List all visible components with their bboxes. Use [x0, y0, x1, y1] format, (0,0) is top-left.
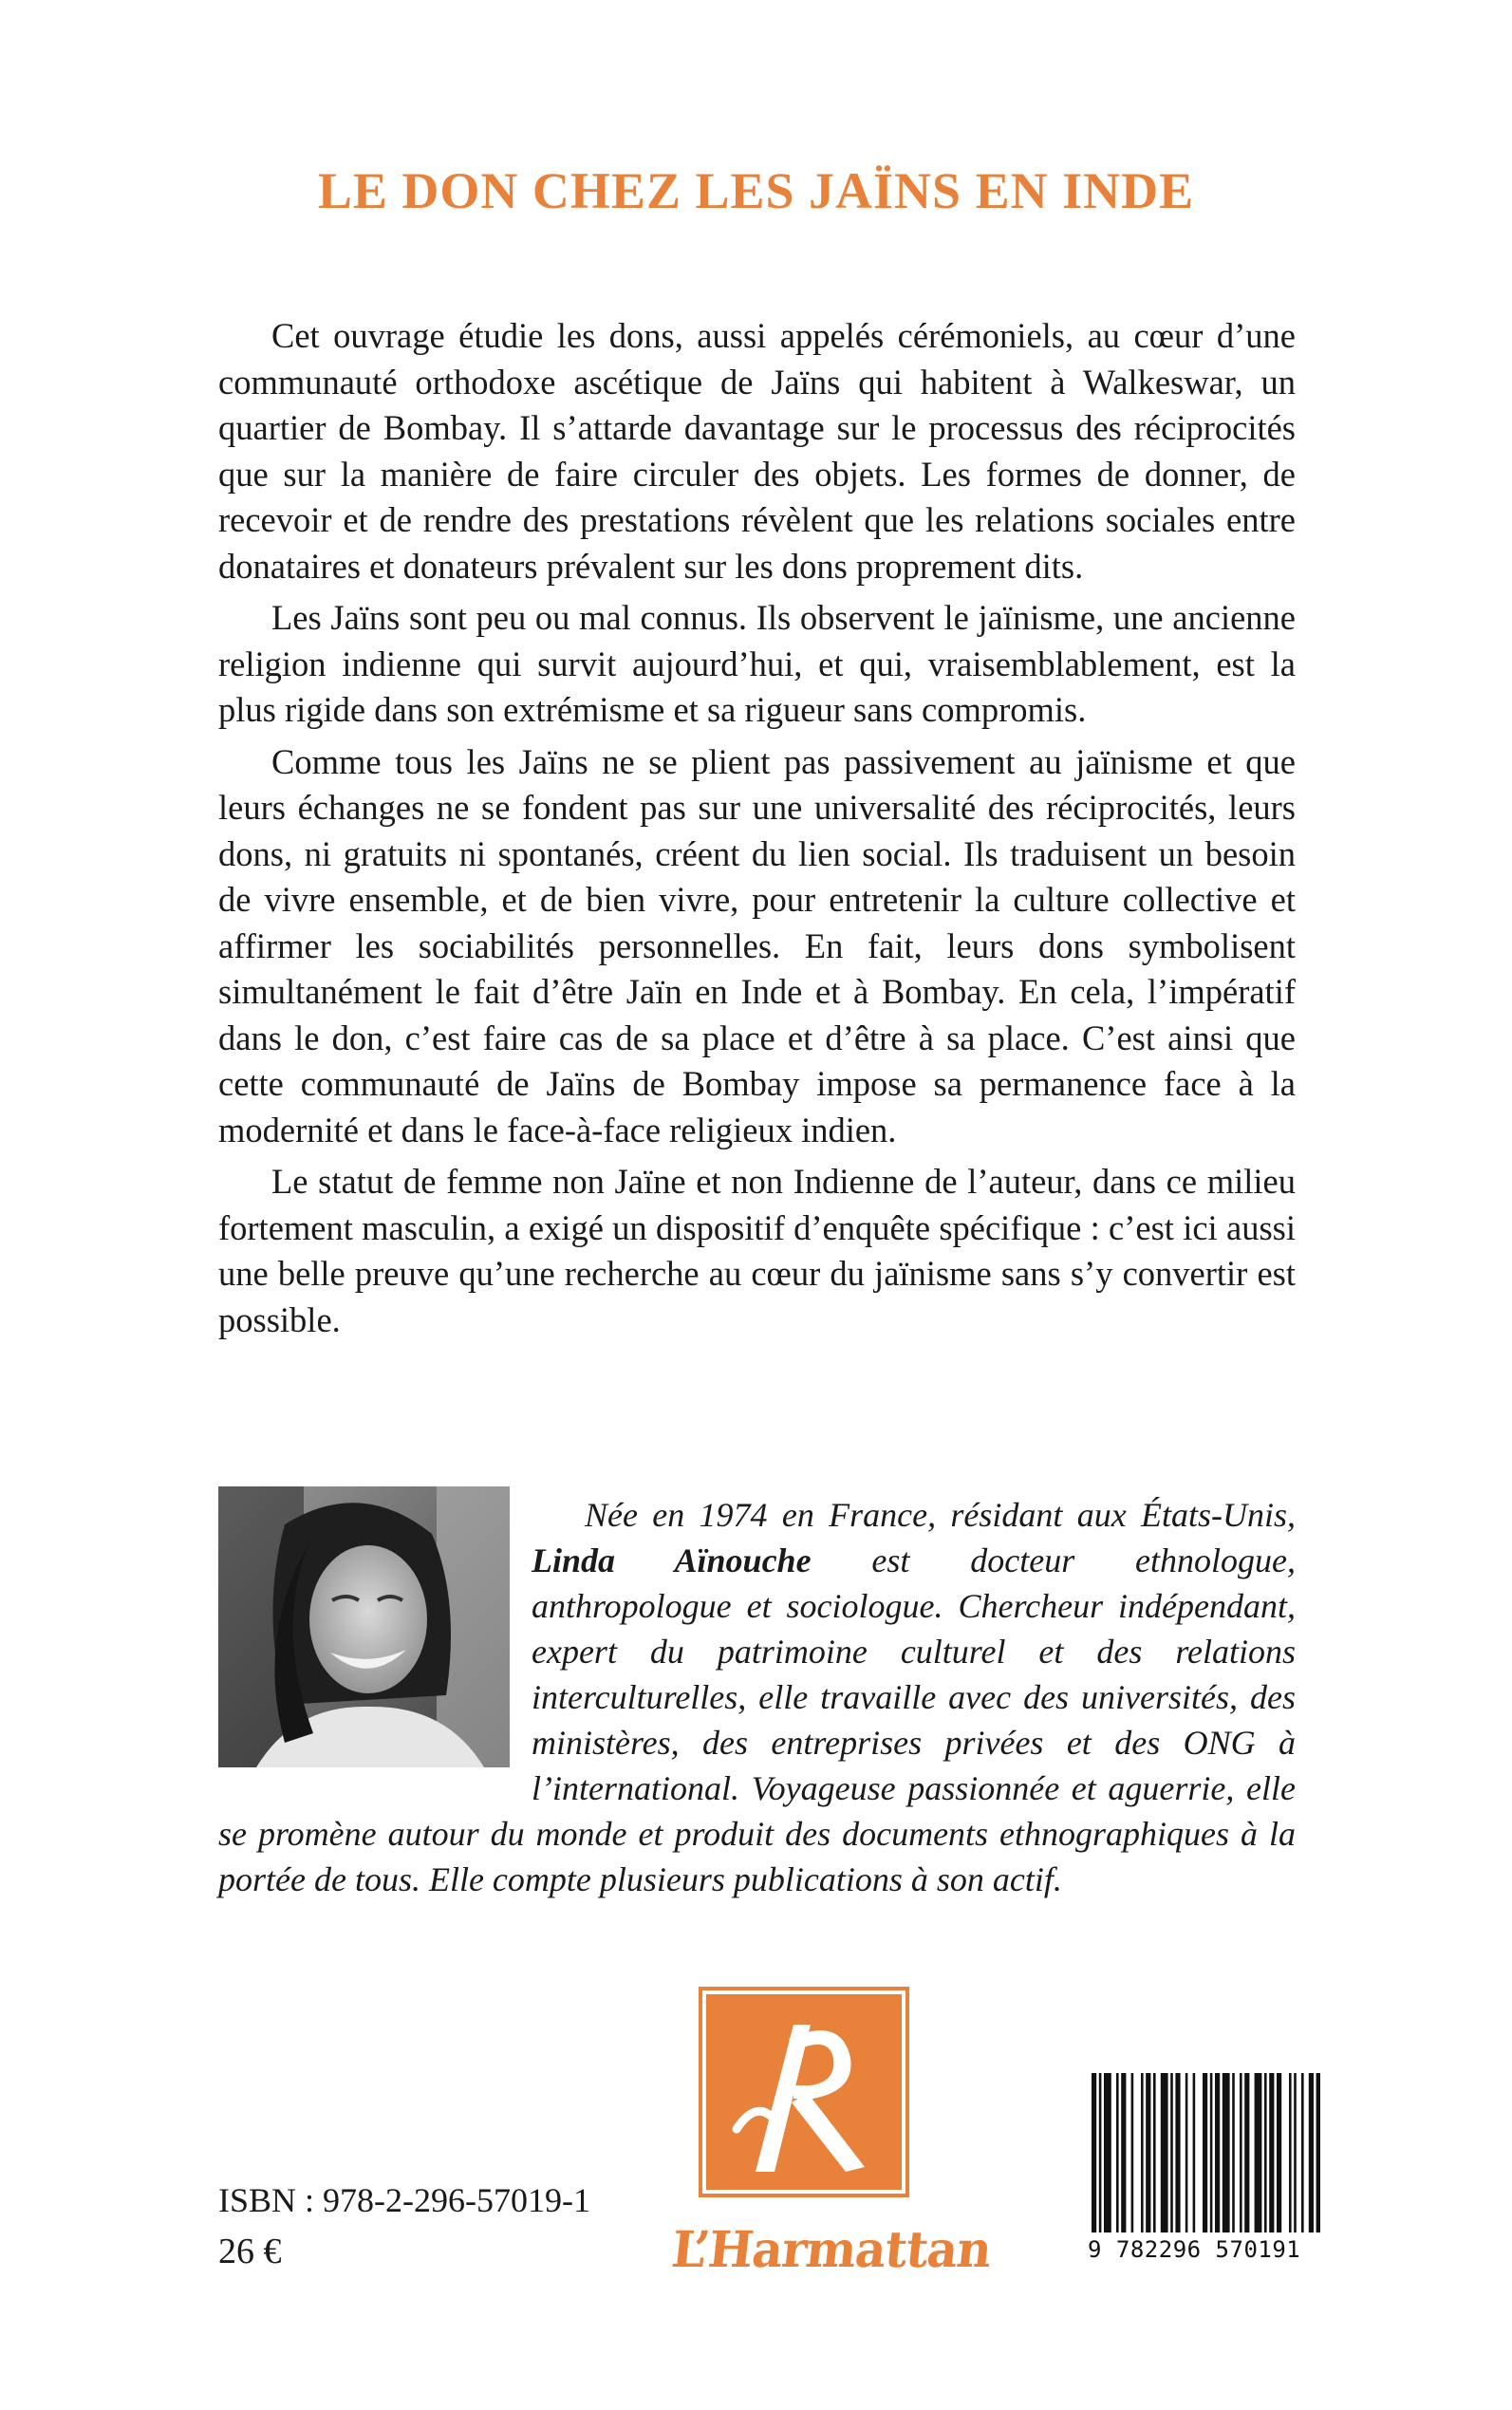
summary-paragraph: Les Jaïns sont peu ou mal connus. Ils observent le jaïnisme, une ancienne religion indienne qui survit aujourd’hui, et qui, vraisemblablement, est la plus rigide dans son extrémisme et sa rigueur sans compromis. [218, 598, 1296, 729]
barcode-icon [1088, 2073, 1320, 2233]
bio-body-text: est docteur ethnologue, anthropologue et sociologue. Chercheur indépendant, expert du patrimoine culturel et des relations interculturelles, elle travaille avec des universités, des ministères, des entreprises privées et des ONG à l’international. Voyageuse passionnée et aguerrie, elle se promène autour du monde et produit des documents ethnographiques à la portée de tous. Elle compte plusieurs publications à son actif. [218, 1541, 1297, 1898]
back-cover-summary [218, 313, 1296, 1343]
barcode-digits: 9 782296 570191 [1088, 2236, 1301, 2263]
summary-paragraph: Comme tous les Jaïns ne se plient pas passivement au jaïnisme et que leurs échanges ne se fondent pas sur une universalité des réciprocités, leurs dons, ni gratuits ni spontanés, créent du lien social. Ils traduisent un besoin de vivre ensemble, et de bien vivre, pour entretenir la culture collective et affirmer les sociabilités personnelles. En fait, leurs dons symbolisent simultanément le fait d’être Jaïn en Inde et à Bombay. En cela, l’impératif dans le don, c’est faire cas de sa place et d’être à sa place. C’est ainsi que cette communauté de Jaïns de Bombay impose sa permanence face à la modernité et dans le face-à-face religieux indien. [218, 741, 1296, 1149]
isbn: ISBN : 978-2-296-57019-1 [218, 2181, 590, 2219]
summary-paragraph: Le statut de femme non Jaïne et non Indienne de l’auteur, dans ce milieu fortement masculin, a exigé un dispositif d’enquête spécifique : c’est ici aussi une belle preuve qu’une recherche au cœur du jaïnisme sans s’y convertir est possible. [218, 1162, 1296, 1339]
author-name: Linda Aïnouche [532, 1541, 812, 1579]
publisher-name: L’Harmattan [668, 2219, 995, 2279]
bio-intro-text: Née en 1974 en France, résidant aux États-Unis, [585, 1496, 1296, 1534]
price: 26 € [218, 2232, 282, 2271]
author-biography [218, 1492, 1296, 1902]
harmattan-logo-icon [699, 1987, 909, 2197]
book-title: LE DON CHEZ LES JAÏNS EN INDE [317, 162, 1195, 219]
summary-paragraph: Cet ouvrage étudie les dons, aussi appelés cérémoniels, au cœur d’une communauté orthodoxe ascétique de Jaïns qui habitent à Walkeswar, un quartier de Bombay. Il s’attarde davantage sur le processus des réciprocités que sur la manière de faire circuler des objets. Les formes de donner, de recevoir et de rendre des prestations révèlent que les relations sociales entre donataires et donateurs prévalent sur les dons proprement dits. [218, 316, 1296, 586]
